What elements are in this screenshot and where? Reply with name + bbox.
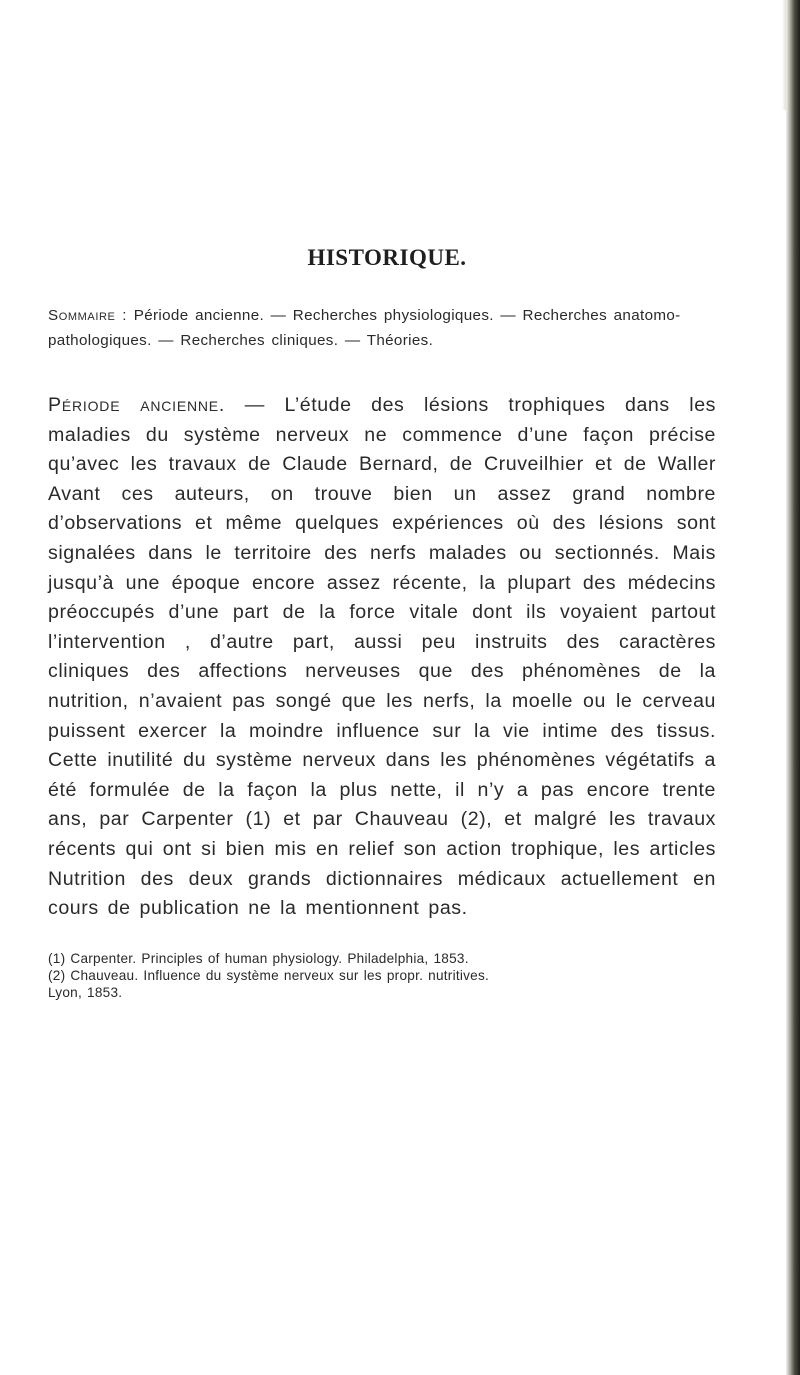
footnote-2-continued: Lyon, 1853. — [48, 984, 123, 1000]
document-page — [48, 245, 716, 1001]
footnotes — [48, 950, 716, 1001]
footnote-2: (2) Chauveau. Influence du système nerveux sur les propr. nutritives. — [48, 967, 490, 983]
footnote-1: (1) Carpenter. Principles of human physiology. Philadelphia, 1853. — [48, 950, 469, 966]
section-heading: Période ancienne. — [48, 394, 226, 416]
body-paragraph-text: — L’étude des lésions trophiques dans les maladies du système nerveux ne commence d’une façon précise qu’avec les travaux de Claude Bernard, de Cruveilhier et de Waller Avant ces auteurs, on trouve bien un assez grand nombre d’observations et même quelques expériences où des lésions sont signalées dans le territoire des nerfs malades ou sectionnés. Mais jusqu’à une époque encore assez récente, la plupart des médecins préoccupés d’une part de la force vitale dont ils voyaient partout l’intervention , d’autre part, aussi peu instruits des caractères cliniques des affections nerveuses que des phénomènes de la nutrition, n’avaient pas songé que les nerfs, la moelle ou le cerveau puissent exercer la moindre influence sur la vie intime des tissus. Cette inutilité du système nerveux dans les phénomènes végétatifs a été formulée de la façon la plus nette, il n’y a pas encore trente ans, par Carpenter (1) et par Chauveau (2), et malgré les travaux récents qui ont si bien mis en relief son action trophique, les articles Nutrition des deux grands dictionnaires médicaux actuellement en cours de publication ne la mentionnent pas. — [48, 394, 717, 920]
book-spine-edge — [786, 0, 800, 1375]
page-title: HISTORIQUE. — [307, 245, 467, 270]
summary-text: Période ancienne. — Recherches physiologiques. — Recherches anatomo-pathologiques. — Recherches cliniques. — Théories. — [48, 307, 681, 349]
body-paragraph — [48, 391, 716, 924]
summary-label: Sommaire : — [48, 307, 128, 324]
summary-paragraph — [48, 303, 716, 353]
